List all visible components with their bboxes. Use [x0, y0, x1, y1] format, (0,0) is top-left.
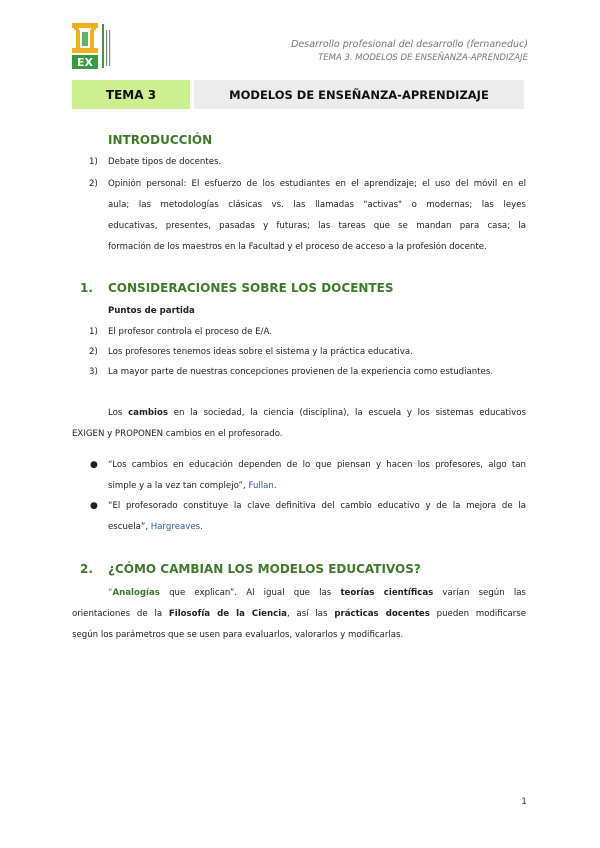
section2-heading: ¿CÓMO CAMBIAN LOS MODELOS EDUCATIVOS?	[108, 562, 421, 576]
quote1-author: Fullan	[248, 481, 274, 491]
svg-text:EX: EX	[77, 56, 93, 69]
intro-item-1: Debate tipos de docentes.	[108, 157, 222, 167]
quote2-author: Hargreaves	[150, 522, 201, 532]
header-meta	[291, 38, 528, 65]
tema-label: TEMA 3	[72, 80, 190, 109]
s2-line2: orientaciones de la Filosofía de la Ciencia, así las prácticas docentes pueden modificarse	[72, 609, 526, 619]
intro-item-2-line1: Opinión personal: El esfuerzo de los estudiantes en el aprendizaje; el uso del móvil en el	[108, 179, 526, 189]
s1-item-1: El profesor controla el proceso de E/A.	[108, 327, 272, 337]
intro-item-2-num: 2)	[89, 179, 98, 189]
intro-item-2-line4: formación de los maestros en la Facultad y el proceso de acceso a la profesión docente.	[108, 242, 487, 252]
s1-item-1-num: 1)	[89, 327, 98, 337]
uex-logo	[72, 20, 112, 72]
intro-item-1-num: 1)	[89, 157, 98, 167]
section1-subheading: Puntos de partida	[108, 306, 195, 316]
s1-paragraph-line1: Los cambios en la sociedad, la ciencia (disciplina), la escuela y los sistemas educativos	[108, 408, 526, 418]
quote1-bullet: ●	[90, 460, 98, 470]
s1-item-2-num: 2)	[89, 347, 98, 357]
intro-item-2-line3: educativas, presentes, pasadas y futuras; las tareas que se mandan para casa; la	[108, 221, 526, 231]
s1-item-3-num: 3)	[89, 367, 98, 377]
header-topic: TEMA 3. MODELOS DE ENSEÑANZA-APRENDIZAJE	[318, 53, 528, 63]
page-number: 1	[521, 797, 527, 807]
header-course: Desarrollo profesional del desarrollo (fernaneduc)	[291, 39, 528, 50]
section2-number: 2.	[80, 562, 93, 576]
section1-heading: CONSIDERACIONES SOBRE LOS DOCENTES	[108, 281, 394, 295]
s2-line3: según los parámetros que se usen para evaluarlos, valorarlos y modificarlas.	[72, 630, 404, 640]
section1-number: 1.	[80, 281, 93, 295]
quote2-line1: “El profesorado constituye la clave definitiva del cambio educativo y de la mejora de la	[108, 501, 526, 511]
s1-item-3: La mayor parte de nuestras concepciones provienen de la experiencia como estudiantes.	[108, 367, 494, 377]
s1-paragraph-line2: EXIGEN y PROPONEN cambios en el profesorado.	[72, 429, 283, 439]
quote1-line2: simple y a la vez tan complejo”, Fullan.	[108, 481, 277, 491]
quote1-line1: “Los cambios en educación dependen de lo que piensan y hacen los profesores, algo tan	[108, 460, 526, 470]
quote2-line2: escuela”, Hargreaves.	[108, 522, 203, 532]
s2-line1: “Analogías que explican”. Al igual que las teorías científicas varían según las	[108, 588, 526, 598]
intro-item-2-line2: aula; las metodologías clásicas vs. las llamadas "activas" o modernas; las leyes	[108, 200, 526, 210]
page-title: MODELOS DE ENSEÑANZA-APRENDIZAJE	[194, 80, 524, 109]
quote2-bullet: ●	[90, 501, 98, 511]
s1-item-2: Los profesores tenemos ideas sobre el sistema y la práctica educativa.	[108, 347, 413, 357]
intro-heading: INTRODUCCIÓN	[108, 133, 213, 147]
